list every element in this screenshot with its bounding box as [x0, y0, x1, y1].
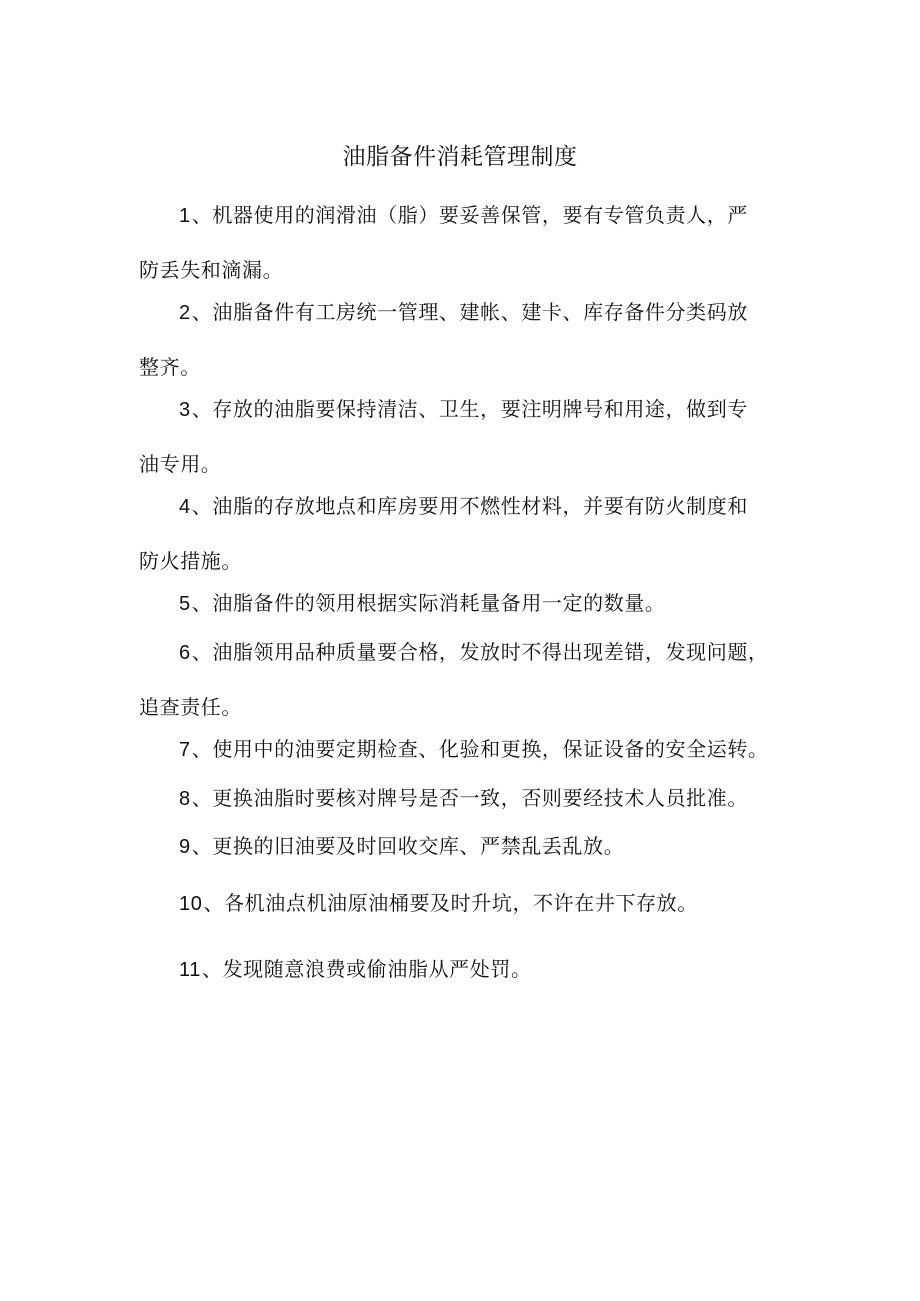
item-text-line2: 整齐。	[139, 355, 201, 379]
item-text-line2: 防火措施。	[139, 549, 242, 573]
regulation-item-9	[139, 830, 794, 863]
regulation-item-10	[139, 887, 794, 920]
regulation-item-4	[139, 490, 794, 577]
item-text-line1: 、油脂领用品种质量要合格，发放时不得出现差错，发现问题，	[191, 640, 769, 664]
item-text-line1: 、机器使用的润滑油（脂）要妥善保管，要有专管负责人，严	[191, 203, 748, 227]
item-text-line1: 、油脂的存放地点和库房要用不燃性材料，并要有防火制度和	[191, 494, 748, 518]
regulation-item-1	[139, 199, 794, 286]
item-text-line1: 、更换油脂时要核对牌号是否一致，否则要经技术人员批准。	[191, 786, 748, 810]
regulation-item-11	[139, 953, 794, 986]
item-text-line1: 、更换的旧油要及时回收交库、严禁乱丢乱放。	[191, 834, 625, 858]
item-number: 3	[179, 399, 191, 421]
regulation-item-3	[139, 393, 794, 480]
item-text-line1: 、发现随意浪费或偷油脂从严处罚。	[201, 957, 532, 981]
item-text-line1: 、存放的油脂要保持清洁、卫生，要注明牌号和用途，做到专	[191, 397, 748, 421]
item-text-line2: 追查责任。	[139, 695, 242, 719]
item-text-line1: 、油脂备件有工房统一管理、建帐、建卡、库存备件分类码放	[191, 300, 748, 324]
item-number: 1	[179, 205, 191, 227]
item-text-line1: 、油脂备件的领用根据实际消耗量备用一定的数量。	[191, 591, 666, 615]
item-text-line1: 、使用中的油要定期检查、化验和更换，保证设备的安全运转。	[191, 737, 769, 761]
item-number: 2	[179, 302, 191, 324]
regulation-item-5	[139, 587, 794, 620]
regulation-item-2	[139, 296, 794, 383]
regulation-item-6	[139, 636, 794, 723]
item-number: 4	[179, 496, 191, 518]
item-text-line2: 防丢失和滴漏。	[139, 258, 284, 282]
item-number: 6	[179, 642, 191, 664]
item-number: 11	[179, 959, 201, 981]
item-text-line1: 、各机油点机油原油桶要及时升坑，不许在井下存放。	[203, 891, 698, 915]
regulation-item-8	[139, 782, 794, 815]
document-title: 油脂备件消耗管理制度	[342, 144, 578, 170]
regulation-item-7	[139, 733, 794, 766]
item-number: 8	[179, 788, 191, 810]
item-number: 7	[179, 739, 191, 761]
item-number: 9	[179, 836, 191, 858]
item-number: 5	[179, 593, 191, 615]
item-number: 10	[179, 893, 203, 915]
item-text-line2: 油专用。	[139, 452, 222, 476]
